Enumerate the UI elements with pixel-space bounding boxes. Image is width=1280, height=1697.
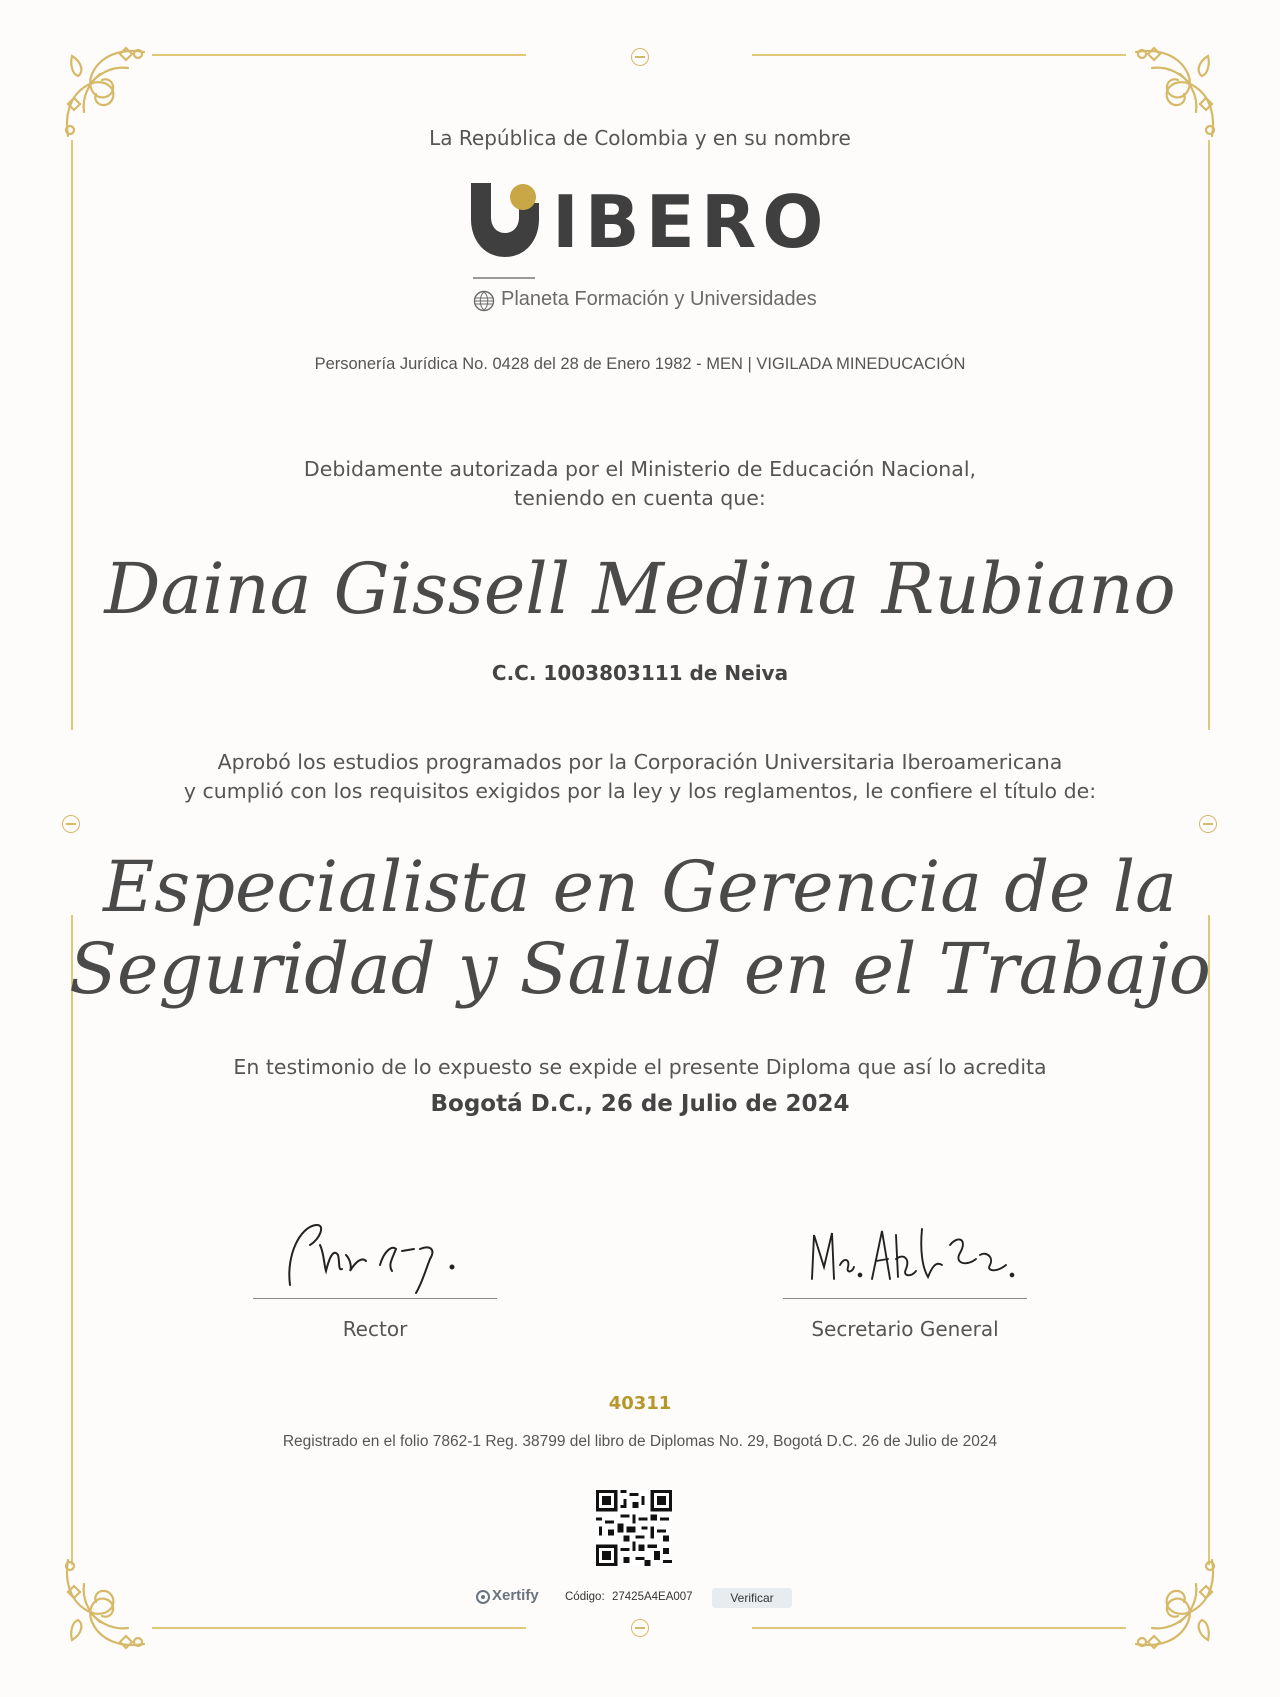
- code-value: 27425A4EA007: [612, 1591, 693, 1603]
- intro-text: [0, 455, 1280, 513]
- xertify-brand: Xertify: [492, 1587, 539, 1604]
- approval-line-2: y cumplió con los requisitos exigidos por la ley y los reglamentos, le confiere el título de:: [183, 779, 1097, 803]
- degree-title: [0, 846, 1280, 1010]
- ibero-shield-icon: [471, 183, 539, 257]
- xertify-logo-icon: [476, 1590, 490, 1604]
- approval-line-1: Aprobó los estudios programados por la Corporación Universitaria Iberoamericana: [217, 750, 1063, 774]
- secretary-signature: [800, 1215, 1020, 1295]
- registry-line: Registrado en el folio 7862-1 Reg. 38799 del libro de Diplomas No. 29, Bogotá D.C. 26 de Julio de 2024: [282, 1433, 998, 1450]
- corner-flourish-bottom-left-icon: [60, 1552, 150, 1652]
- intro-line-2: teniendo en cuenta que:: [514, 486, 766, 510]
- qr-code[interactable]: [596, 1490, 672, 1566]
- verify-button[interactable]: Verificar: [712, 1588, 792, 1608]
- republic-line: La República de Colombia y en su nombre: [429, 126, 851, 150]
- logo-text: IBERO: [552, 180, 830, 264]
- globe-icon: [473, 290, 495, 312]
- ornament-right-icon: [1199, 815, 1217, 833]
- secretary-signature-line: [783, 1298, 1027, 1299]
- subbrand: Planeta Formación y Universidades: [501, 288, 817, 310]
- rector-signature: [280, 1215, 480, 1295]
- degree-line-1: Especialista en Gerencia de la: [103, 846, 1177, 928]
- graduate-id: C.C. 1003803111 de Neiva: [491, 661, 789, 685]
- testimony-line: En testimonio de lo expuesto se expide el presente Diploma que así lo acredita: [233, 1055, 1047, 1079]
- secretary-title: Secretario General: [811, 1317, 999, 1341]
- approval-text: [0, 748, 1280, 806]
- intro-line-1: Debidamente autorizada por el Ministerio de Educación Nacional,: [303, 457, 977, 481]
- legal-line: Personería Jurídica No. 0428 del 28 de Enero 1982 - MEN | VIGILADA MINEDUCACIÓN: [314, 355, 966, 373]
- ornament-top-icon: [631, 48, 649, 66]
- ornament-left-icon: [62, 815, 80, 833]
- place-date: Bogotá D.C., 26 de Julio de 2024: [430, 1091, 850, 1117]
- degree-line-2: Seguridad y Salud en el Trabajo: [69, 928, 1211, 1010]
- rector-title: Rector: [342, 1317, 408, 1341]
- corner-flourish-bottom-right-icon: [1130, 1552, 1220, 1652]
- registry-number: 40311: [608, 1393, 672, 1414]
- code-label: Código:: [565, 1591, 605, 1603]
- graduate-name: Daina Gissell Medina Rubiano: [104, 548, 1176, 630]
- ornament-bottom-icon: [631, 1619, 649, 1637]
- rector-signature-line: [253, 1298, 497, 1299]
